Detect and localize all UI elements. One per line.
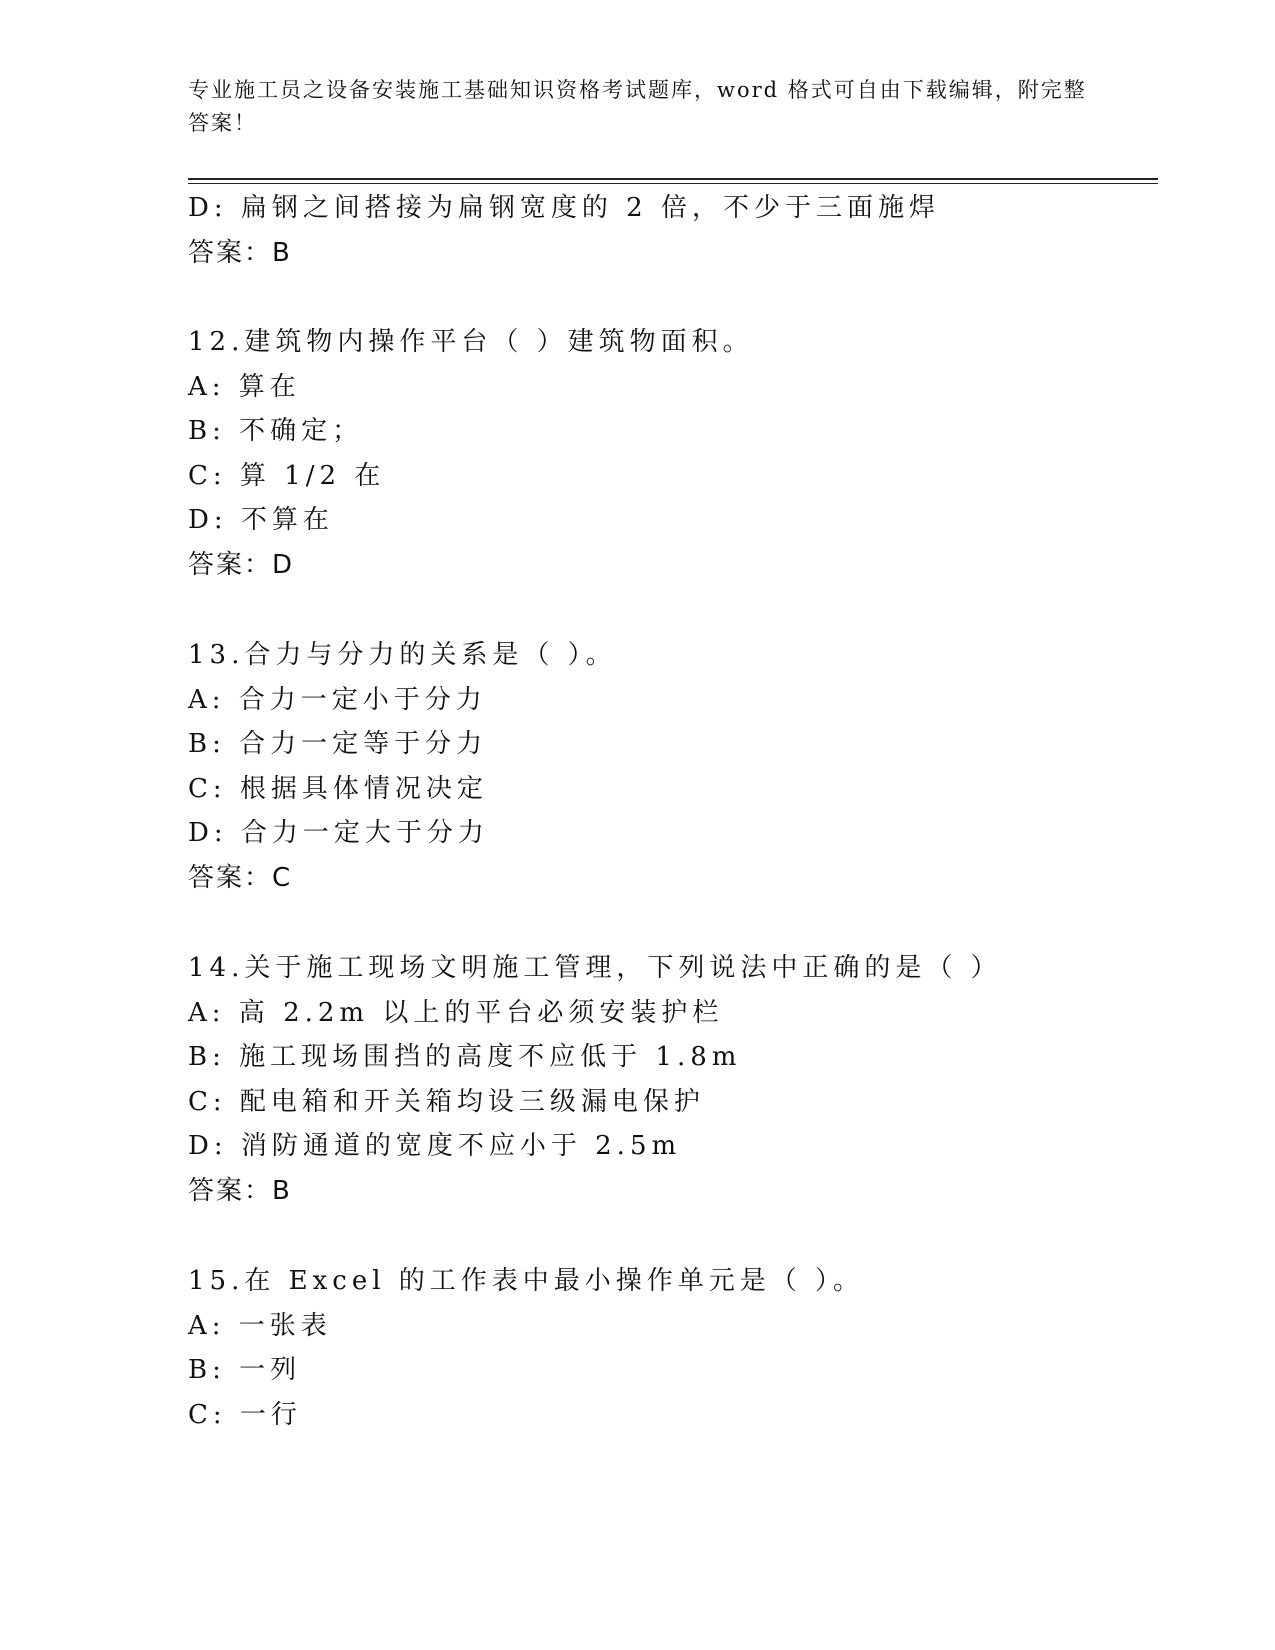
- question-line: 12.建筑物内操作平台（ ）建筑物面积。: [188, 327, 754, 357]
- option-line: D: 扁钢之间搭接为扁钢宽度的 2 倍，不少于三面施焊: [188, 193, 940, 223]
- option-line: A: 合力一定小于分力: [188, 685, 487, 715]
- option-line: A: 一张表: [188, 1311, 332, 1341]
- answer-line: 答案：B: [188, 238, 292, 268]
- answer-line: 答案：C: [188, 863, 293, 893]
- answer-line: 答案：D: [188, 550, 295, 580]
- option-line: B: 合力一定等于分力: [188, 729, 488, 759]
- option-line: D: 消防通道的宽度不应小于 2.5m: [188, 1131, 682, 1161]
- document-header: 专业施工员之设备安装施工基础知识资格考试题库，word 格式可自由下载编辑，附完整答案！: [188, 78, 1087, 135]
- answer-line: 答案：B: [188, 1176, 292, 1206]
- option-line: C: 算 1/2 在: [188, 461, 386, 491]
- question-line: 14.关于施工现场文明施工管理，下列说法中正确的是（ ）: [188, 953, 1002, 983]
- option-line: B: 不确定；: [188, 416, 364, 446]
- option-line: D: 不算在: [188, 505, 334, 535]
- question-line: 15.在 Excel 的工作表中最小操作单元是（ ）。: [188, 1266, 865, 1296]
- header-divider-thin: [188, 183, 1158, 184]
- option-line: B: 施工现场围挡的高度不应低于 1.8m: [188, 1042, 742, 1072]
- option-line: C: 配电箱和开关箱均设三级漏电保护: [188, 1087, 705, 1117]
- option-line: D: 合力一定大于分力: [188, 818, 489, 848]
- option-line: B: 一列: [188, 1355, 302, 1385]
- option-line: C: 根据具体情况决定: [188, 774, 488, 804]
- option-line: A: 算在: [188, 372, 301, 402]
- header-divider-thick: [188, 178, 1158, 180]
- option-line: C: 一行: [188, 1400, 302, 1430]
- question-line: 13.合力与分力的关系是（ ）。: [188, 640, 617, 670]
- option-line: A: 高 2.2m 以上的平台必须安装护栏: [188, 998, 724, 1028]
